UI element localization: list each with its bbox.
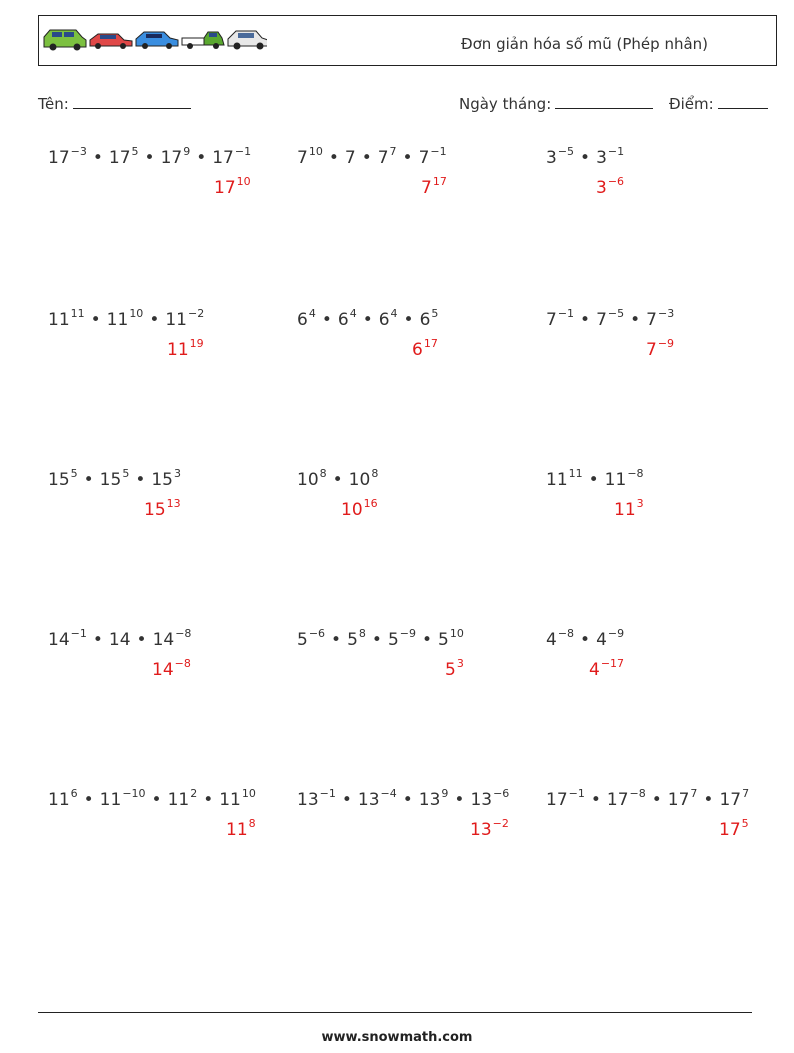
term-base: 15 <box>48 470 70 490</box>
term <box>596 145 625 168</box>
multiply-dot-icon: • <box>402 148 413 168</box>
red-car-icon <box>90 34 132 49</box>
term <box>347 627 366 650</box>
term-exponent: 10 <box>129 307 144 320</box>
answer-power <box>646 337 675 360</box>
term-exponent: −1 <box>70 627 87 640</box>
name-label: Tên: <box>38 95 69 113</box>
term <box>470 787 510 810</box>
problem-expression <box>48 627 192 650</box>
term <box>348 467 379 490</box>
term-exponent: 8 <box>358 627 366 640</box>
answer-power-base: 5 <box>445 660 456 680</box>
term-base: 6 <box>378 310 390 330</box>
answer <box>226 817 256 840</box>
blue-car-icon <box>136 32 178 49</box>
term <box>99 787 146 810</box>
term-base: 5 <box>347 630 358 650</box>
multiply-dot-icon: • <box>90 310 101 330</box>
term-base: 13 <box>357 790 380 810</box>
term-base: 6 <box>337 310 349 330</box>
answer-power <box>719 817 749 840</box>
term-exponent: −6 <box>308 627 326 640</box>
multiply-dot-icon: • <box>83 470 94 490</box>
answer-power-exponent: 5 <box>741 817 749 830</box>
term-exponent: −3 <box>70 145 87 158</box>
term <box>108 145 139 168</box>
multiply-dot-icon: • <box>92 630 103 650</box>
term-base: 4 <box>596 630 607 650</box>
term <box>297 307 316 330</box>
answer-power <box>445 657 464 680</box>
term-base: 17 <box>606 790 629 810</box>
problem-expression <box>48 787 256 810</box>
answer <box>341 497 378 520</box>
answer-power <box>421 175 447 198</box>
answer <box>152 657 191 680</box>
multiply-dot-icon: • <box>341 790 352 810</box>
problem-expression <box>546 145 625 168</box>
multiply-dot-icon: • <box>580 148 591 168</box>
worksheet-title: Đơn giản hóa số mũ (Phép nhân) <box>461 35 709 53</box>
term <box>167 787 198 810</box>
problem-expression <box>297 787 510 810</box>
answer <box>614 497 644 520</box>
term-base: 4 <box>546 630 557 650</box>
multiply-dot-icon: • <box>144 148 155 168</box>
term-exponent: 5 <box>70 467 78 480</box>
term-base: 7 <box>297 148 308 168</box>
problem-expression <box>297 627 464 650</box>
term <box>719 787 750 810</box>
problem-expression <box>546 467 644 490</box>
term-exponent: 9 <box>441 787 449 800</box>
term-exponent: 11 <box>70 307 85 320</box>
answer <box>412 337 438 360</box>
term-exponent: 4 <box>308 307 316 320</box>
multiply-dot-icon: • <box>590 790 601 810</box>
multiply-dot-icon: • <box>371 630 382 650</box>
score-label: Điểm: <box>669 95 714 113</box>
term-base: 17 <box>212 148 234 168</box>
term <box>418 787 449 810</box>
answer-power <box>596 175 625 198</box>
term <box>606 787 646 810</box>
term-base: 11 <box>48 310 70 330</box>
term <box>387 627 416 650</box>
answer-power-exponent: 3 <box>636 497 644 510</box>
term-exponent: 11 <box>568 467 583 480</box>
answer-power <box>214 175 251 198</box>
term-base: 11 <box>48 790 70 810</box>
term <box>48 307 85 330</box>
multiply-dot-icon: • <box>630 310 641 330</box>
term-exponent: 5 <box>122 467 130 480</box>
term-exponent: 5 <box>131 145 139 158</box>
term-exponent: −10 <box>122 787 146 800</box>
problem-expression <box>297 145 447 168</box>
term-base: 14 <box>48 630 70 650</box>
multiply-dot-icon: • <box>135 470 146 490</box>
term <box>667 787 698 810</box>
problem-expression <box>48 467 181 490</box>
term-exponent: −4 <box>380 787 397 800</box>
pickup-truck-icon <box>182 32 224 49</box>
name-field <box>38 94 191 113</box>
term-exponent: −8 <box>557 627 575 640</box>
answer-power-exponent: −17 <box>600 657 625 670</box>
term-base: 11 <box>219 790 241 810</box>
term <box>546 145 575 168</box>
term <box>357 787 397 810</box>
term <box>212 145 252 168</box>
multiply-dot-icon: • <box>362 310 373 330</box>
multiply-dot-icon: • <box>83 790 94 810</box>
header-box <box>38 15 777 66</box>
term <box>604 467 644 490</box>
term-exponent: −5 <box>557 145 575 158</box>
green-van-icon <box>44 30 86 51</box>
term-exponent: −8 <box>629 787 646 800</box>
multiply-dot-icon: • <box>332 470 343 490</box>
term <box>165 307 205 330</box>
term <box>99 467 130 490</box>
term-base: 15 <box>151 470 173 490</box>
term <box>48 145 87 168</box>
answer-power-base: 7 <box>646 340 657 360</box>
multiply-dot-icon: • <box>92 148 103 168</box>
term-exponent: −1 <box>234 145 252 158</box>
term-exponent: −1 <box>568 787 585 800</box>
multiply-dot-icon: • <box>361 148 372 168</box>
term <box>546 627 575 650</box>
term-exponent: −1 <box>430 145 447 158</box>
footer-url: www.snowmath.com <box>321 1030 473 1045</box>
term-exponent: 4 <box>390 307 398 320</box>
term <box>378 307 398 330</box>
term <box>106 307 144 330</box>
answer-power <box>152 657 191 680</box>
name-blank[interactable] <box>73 94 191 109</box>
term-base: 17 <box>160 148 183 168</box>
answer <box>445 657 464 680</box>
multiply-dot-icon: • <box>151 790 162 810</box>
multiply-dot-icon: • <box>651 790 662 810</box>
answer-power <box>614 497 644 520</box>
term-exponent: 9 <box>183 145 191 158</box>
answer-power-exponent: −9 <box>657 337 675 350</box>
term <box>160 145 191 168</box>
term-base: 7 <box>418 148 430 168</box>
term <box>152 627 192 650</box>
term <box>48 787 78 810</box>
answer-power <box>144 497 181 520</box>
term-base: 3 <box>596 148 607 168</box>
term-base: 3 <box>546 148 557 168</box>
answer-power-exponent: 3 <box>456 657 464 670</box>
term <box>419 307 439 330</box>
term-base: 5 <box>387 630 399 650</box>
answer-power-base: 11 <box>226 820 248 840</box>
term-base: 11 <box>165 310 187 330</box>
term <box>546 307 575 330</box>
term <box>646 307 675 330</box>
term-base: 11 <box>106 310 129 330</box>
answer-power-exponent: 17 <box>432 175 447 188</box>
answer-power-base: 15 <box>144 500 166 520</box>
term-base: 11 <box>167 790 190 810</box>
answer-power-base: 6 <box>412 340 423 360</box>
term-base: 7 <box>546 310 557 330</box>
term-base: 17 <box>48 148 70 168</box>
answer-power-exponent: −6 <box>607 175 625 188</box>
answer-power-base: 10 <box>341 500 363 520</box>
answer-power <box>226 817 256 840</box>
term-exponent: 10 <box>449 627 464 640</box>
answer-power-exponent: 17 <box>423 337 438 350</box>
term-exponent: 2 <box>190 787 198 800</box>
term <box>297 145 323 168</box>
multiply-dot-icon: • <box>402 790 413 810</box>
term <box>48 627 87 650</box>
term <box>546 467 583 490</box>
answer-power-base: 17 <box>719 820 741 840</box>
answer <box>167 337 204 360</box>
term-base: 14 <box>152 630 175 650</box>
term-exponent: 8 <box>319 467 327 480</box>
term-exponent: −1 <box>557 307 575 320</box>
answer-power-exponent: 19 <box>189 337 204 350</box>
answer <box>596 175 625 198</box>
problem-expression <box>297 467 379 490</box>
term-base: 17 <box>719 790 742 810</box>
answer <box>214 175 251 198</box>
term-base: 15 <box>99 470 122 490</box>
term-base: 11 <box>546 470 568 490</box>
term-base: 11 <box>604 470 627 490</box>
answer-power-exponent: 8 <box>248 817 256 830</box>
term <box>438 627 464 650</box>
answer-power-exponent: −2 <box>492 817 509 830</box>
term-exponent: 7 <box>690 787 698 800</box>
term-exponent: −9 <box>399 627 416 640</box>
term-exponent: −8 <box>175 627 192 640</box>
term-exponent: 10 <box>241 787 256 800</box>
multiply-dot-icon: • <box>321 310 332 330</box>
answer-power-exponent: 10 <box>236 175 251 188</box>
term-exponent: 10 <box>308 145 323 158</box>
problem-expression <box>48 145 252 168</box>
multiply-dot-icon: • <box>196 148 207 168</box>
term-exponent: −1 <box>319 787 336 800</box>
term-exponent: 7 <box>389 145 397 158</box>
term-base: 7 <box>646 310 657 330</box>
term <box>418 145 447 168</box>
answer-power-base: 3 <box>596 178 607 198</box>
term-base: 7 <box>344 148 356 168</box>
answer-power <box>470 817 509 840</box>
answer <box>144 497 181 520</box>
answer-power <box>341 497 378 520</box>
multiply-dot-icon: • <box>136 630 147 650</box>
multiply-dot-icon: • <box>328 148 339 168</box>
term <box>596 627 625 650</box>
term-base: 13 <box>297 790 319 810</box>
term-exponent: 3 <box>173 467 181 480</box>
problem-expression <box>546 307 675 330</box>
term-base: 6 <box>419 310 431 330</box>
term <box>219 787 256 810</box>
term-base: 6 <box>297 310 308 330</box>
multiply-dot-icon: • <box>421 630 433 650</box>
term <box>345 148 356 168</box>
problem-expression <box>546 627 625 650</box>
multiply-dot-icon: • <box>580 630 591 650</box>
date-label: Ngày tháng: <box>459 95 552 113</box>
multiply-dot-icon: • <box>588 470 599 490</box>
term-base: 17 <box>546 790 568 810</box>
term <box>377 145 397 168</box>
answer-power-base: 11 <box>614 500 636 520</box>
answer-power-base: 17 <box>214 178 236 198</box>
score-field <box>669 94 768 113</box>
term-base: 10 <box>297 470 319 490</box>
multiply-dot-icon: • <box>203 790 214 810</box>
term-base: 14 <box>108 630 131 650</box>
score-blank[interactable] <box>718 94 768 109</box>
answer <box>719 817 749 840</box>
answer-power <box>412 337 438 360</box>
term-exponent: −1 <box>607 145 625 158</box>
term-exponent: −5 <box>607 307 625 320</box>
term-base: 10 <box>348 470 371 490</box>
term-base: 13 <box>470 790 493 810</box>
white-suv-icon <box>228 31 267 50</box>
multiply-dot-icon: • <box>331 630 342 650</box>
answer-power-exponent: −8 <box>174 657 191 670</box>
term-exponent: −9 <box>607 627 625 640</box>
date-blank[interactable] <box>555 94 653 109</box>
answer-power-base: 4 <box>589 660 600 680</box>
term <box>596 307 625 330</box>
term-exponent: −3 <box>657 307 675 320</box>
term-exponent: 7 <box>742 787 750 800</box>
answer-power <box>589 657 625 680</box>
problem-expression <box>546 787 750 810</box>
answer <box>646 337 675 360</box>
term-exponent: −2 <box>187 307 205 320</box>
term <box>546 787 585 810</box>
answer-power-base: 11 <box>167 340 189 360</box>
term-base: 7 <box>377 148 389 168</box>
problem-expression <box>297 307 439 330</box>
term-exponent: 5 <box>431 307 439 320</box>
term-base: 17 <box>667 790 690 810</box>
answer-power-base: 13 <box>470 820 492 840</box>
term <box>151 467 181 490</box>
term <box>337 307 357 330</box>
multiply-dot-icon: • <box>149 310 160 330</box>
term <box>297 627 326 650</box>
term-base: 7 <box>596 310 607 330</box>
cars-illustration <box>42 28 267 52</box>
term-base: 11 <box>99 790 122 810</box>
term-exponent: 8 <box>371 467 379 480</box>
date-field <box>459 94 653 113</box>
answer <box>589 657 625 680</box>
answer <box>470 817 509 840</box>
term <box>297 467 327 490</box>
problem-expression <box>48 307 205 330</box>
answer-power-base: 14 <box>152 660 174 680</box>
term-base: 5 <box>438 630 449 650</box>
answer-power <box>167 337 204 360</box>
multiply-dot-icon: • <box>454 790 465 810</box>
term <box>109 630 131 650</box>
answer <box>421 175 447 198</box>
term-exponent: 4 <box>349 307 357 320</box>
multiply-dot-icon: • <box>403 310 414 330</box>
footer-divider <box>38 1012 752 1013</box>
answer-power-exponent: 13 <box>166 497 181 510</box>
term-exponent: 6 <box>70 787 78 800</box>
term <box>48 467 78 490</box>
term-exponent: −6 <box>493 787 510 800</box>
term-exponent: −8 <box>627 467 644 480</box>
multiply-dot-icon: • <box>703 790 714 810</box>
answer-power-base: 7 <box>421 178 432 198</box>
term-base: 5 <box>297 630 308 650</box>
term-base: 17 <box>108 148 131 168</box>
term-base: 13 <box>418 790 441 810</box>
term <box>297 787 336 810</box>
multiply-dot-icon: • <box>580 310 591 330</box>
answer-power-exponent: 16 <box>363 497 378 510</box>
